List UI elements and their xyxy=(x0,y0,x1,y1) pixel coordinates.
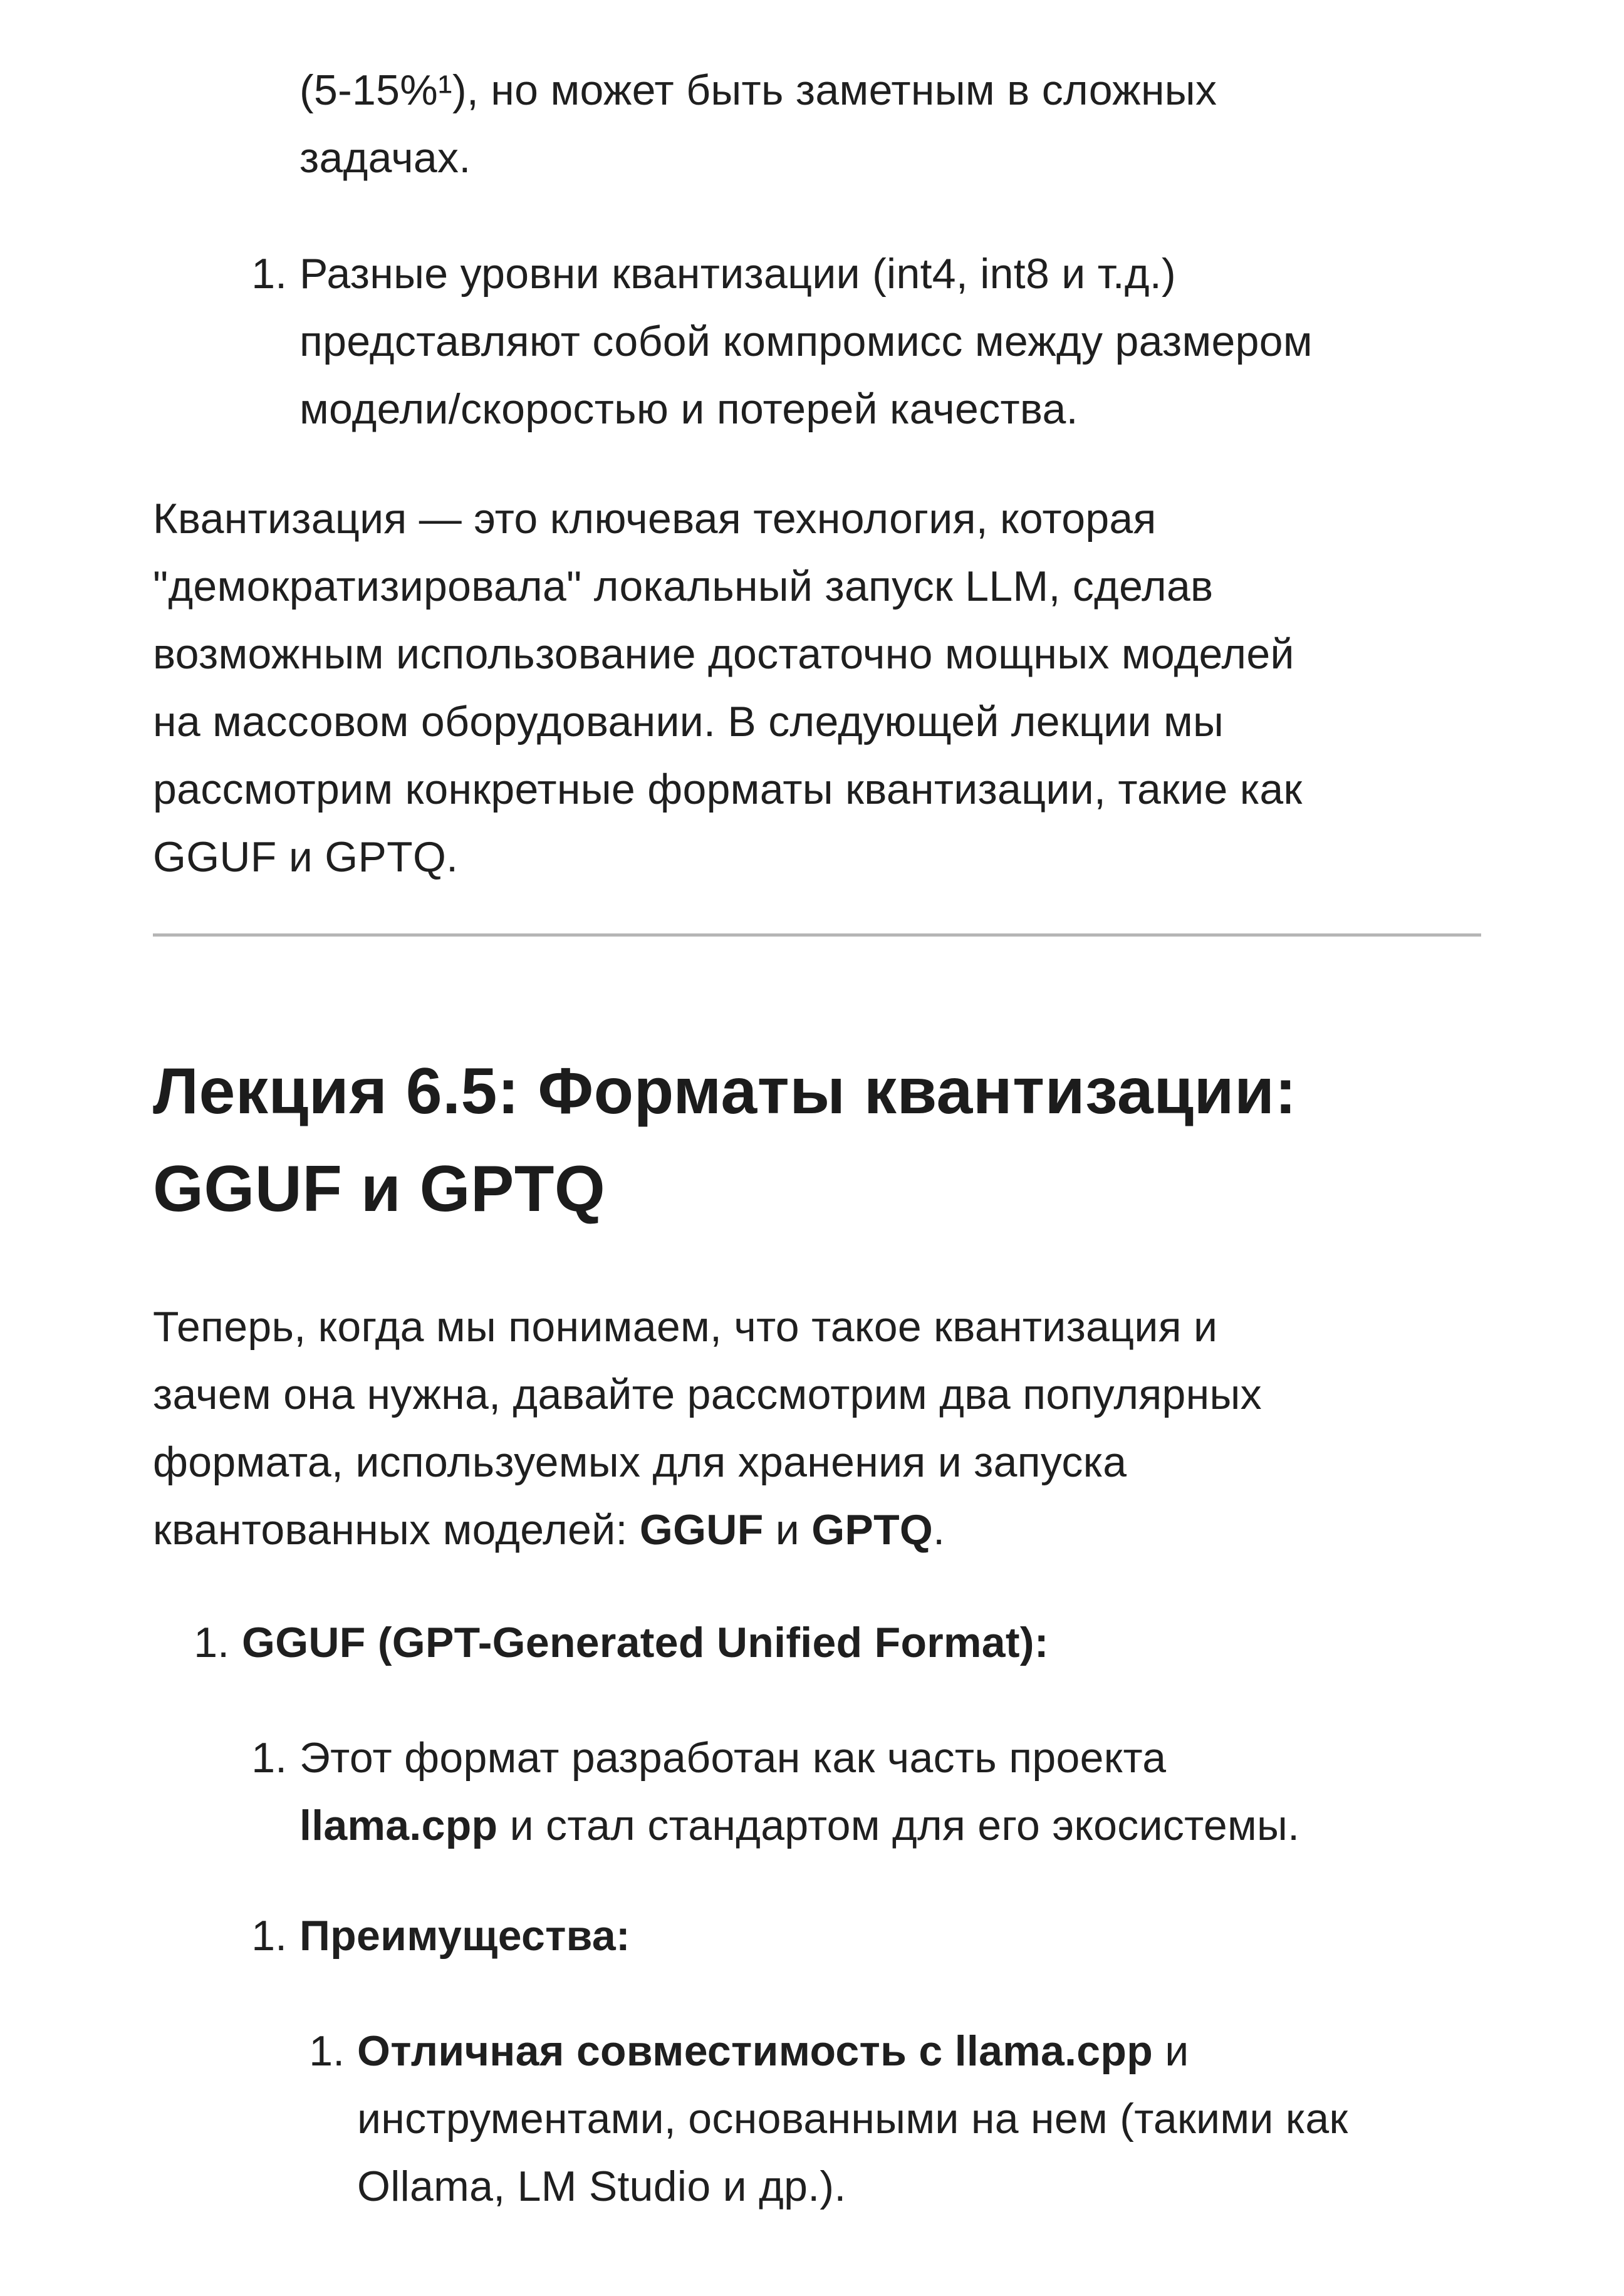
list-item-advantages: Преимущества: xyxy=(299,1912,630,1960)
list-number: 1. xyxy=(309,2027,345,2075)
text-line xyxy=(299,1792,1299,1859)
text-line: Этот формат разработан как часть проекта xyxy=(299,1734,1167,1782)
text-line xyxy=(357,2017,1348,2085)
text-line: на массовом оборудовании. В следующей лекции мы xyxy=(153,698,1224,745)
bold-term-llama-cpp: llama.cpp xyxy=(299,1802,498,1849)
text-line: "демократизировала" локальный запуск LLM, сделав xyxy=(153,563,1214,610)
summary-paragraph xyxy=(153,485,1303,891)
text-run: и xyxy=(763,1506,812,1554)
intro-paragraph xyxy=(153,1293,1262,1564)
text-line: Ollama, LM Studio и др.). xyxy=(357,2163,846,2210)
text-line: задачах. xyxy=(299,134,471,182)
text-line: рассмотрим конкретные форматы квантизации, такие как xyxy=(153,766,1303,813)
heading-line: Лекция 6.5: Форматы квантизации: xyxy=(153,1055,1297,1128)
text-line: зачем она нужна, давайте рассмотрим два популярных xyxy=(153,1371,1262,1418)
text-run: . xyxy=(933,1506,945,1554)
text-line: (5-15%¹), но может быть заметным в сложных xyxy=(299,66,1217,114)
list-item-quant-levels xyxy=(299,240,1313,443)
text-line: модели/скоростью и потерей качества. xyxy=(299,385,1078,433)
text-line xyxy=(153,1496,1262,1564)
list-number: 1. xyxy=(251,250,287,298)
list-item-advantage-compatibility xyxy=(357,2017,1348,2220)
bold-term-compatibility: Отличная совместимость с llama.cpp xyxy=(357,2027,1153,2075)
lecture-heading xyxy=(153,1042,1297,1238)
list-number: 1. xyxy=(194,1619,229,1666)
text-line: возможным использование достаточно мощных моделей xyxy=(153,630,1294,678)
bold-term-gptq: GPTQ xyxy=(811,1506,934,1554)
text-line: инструментами, основанными на нем (такими как xyxy=(357,2095,1348,2143)
list-item-gguf: GGUF (GPT-Generated Unified Format): xyxy=(242,1619,1049,1666)
text-run: квантованных моделей: xyxy=(153,1506,640,1554)
text-run: и xyxy=(1153,2027,1189,2075)
text-line: Теперь, когда мы понимаем, что такое квантизация и xyxy=(153,1303,1218,1351)
section-divider xyxy=(153,933,1481,937)
bold-term-gguf: GGUF xyxy=(639,1506,764,1554)
text-line: GGUF и GPTQ. xyxy=(153,833,459,881)
list-number: 1. xyxy=(251,1734,287,1782)
heading-line: GGUF и GPTQ xyxy=(153,1153,606,1225)
text-line: формата, используемых для хранения и запуска xyxy=(153,1438,1127,1486)
list-item-continuation xyxy=(299,56,1217,192)
text-run: и стал стандартом для его экосистемы. xyxy=(497,1802,1300,1849)
text-line: Квантизация — это ключевая технология, которая xyxy=(153,495,1157,543)
text-line: представляют собой компромисс между размером xyxy=(299,318,1313,365)
list-item-gguf-description xyxy=(299,1724,1299,1859)
list-number: 1. xyxy=(251,1912,287,1960)
text-line: Разные уровни квантизации (int4, int8 и т.д.) xyxy=(299,250,1176,298)
